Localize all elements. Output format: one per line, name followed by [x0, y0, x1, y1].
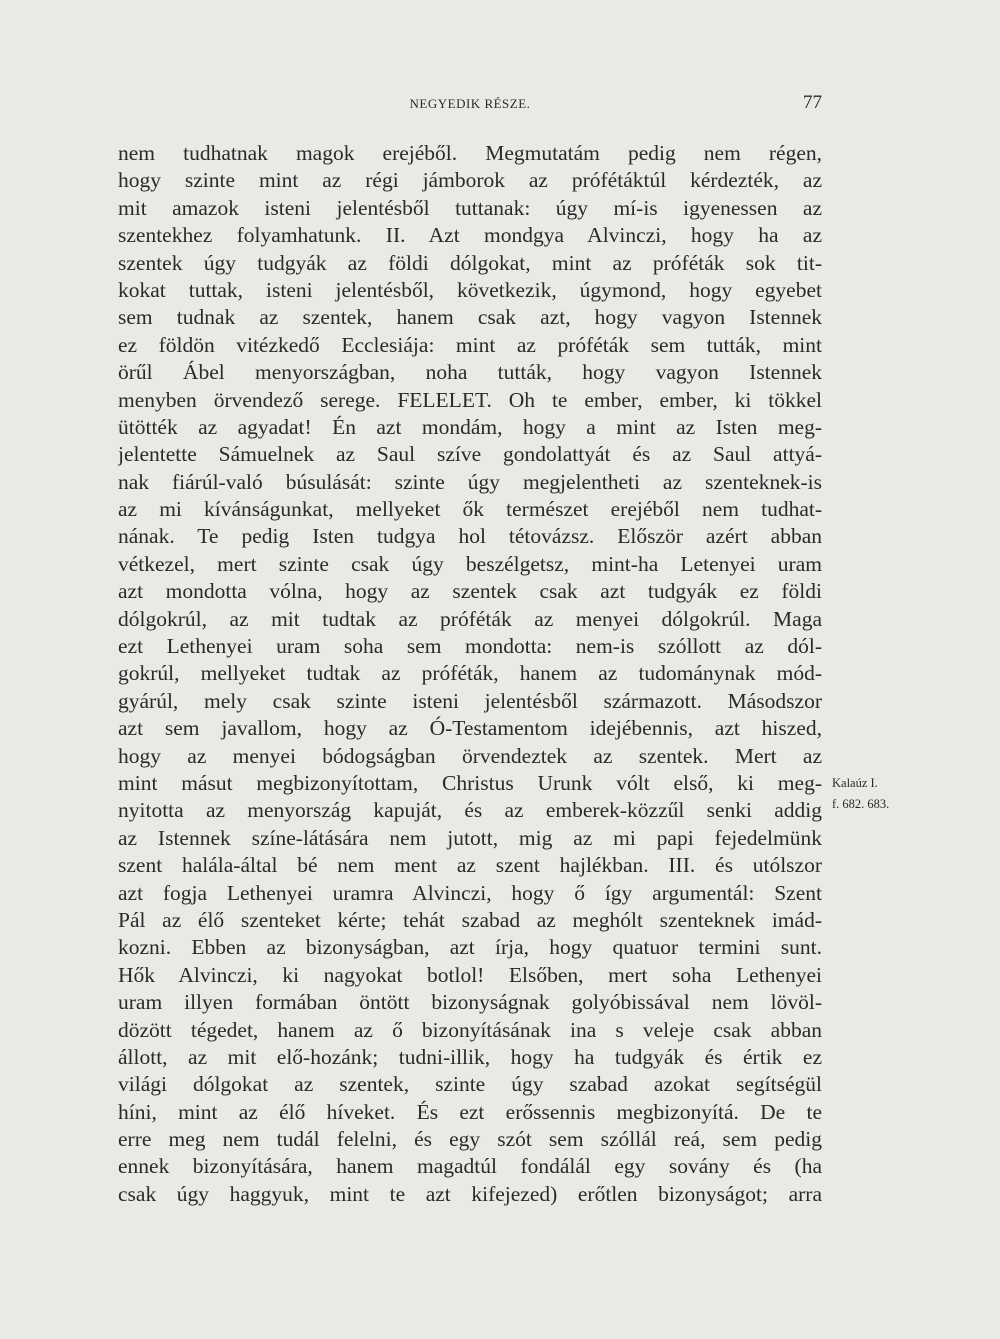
page-number: 77 — [803, 92, 822, 113]
text-line: menyben örvendező serege. FELELET. Oh te ember, ember, ki tökkel — [118, 387, 822, 412]
text-line: csak úgy haggyuk, mint te azt kifejezed) erőtlen bizonyságot; arra — [118, 1181, 822, 1206]
text-line: Pál az élő szenteket kérte; tehát szabad az meghólt szenteknek imád- — [118, 907, 822, 932]
margin-note-line: Kalaúz I. — [832, 776, 878, 790]
text-line: nyitotta az menyország kapuját, és az emberek-közzűl senki addig — [118, 798, 822, 823]
text-line: az mi kívánságunkat, mellyeket ők természet erejéből nem tudhat- — [118, 497, 822, 522]
text-line: hogy az menyei bódogságban örvendeztek az szentek. Mert az — [118, 743, 822, 768]
text-line: kokat tuttak, isteni jelentésből, következik, úgymond, hogy egyebet — [118, 277, 822, 302]
running-head: NEGYEDIK RÉSZE. — [409, 96, 531, 111]
text-line: az Istennek színe-látására nem jutott, mig az mi papi fejedelmünk — [118, 825, 822, 850]
text-line: állott, az mit elő-hozánk; tudni-illik, hogy ha tudgyák és értik ez — [118, 1044, 822, 1069]
text-line: uram illyen formában öntött bizonyságnak golyóbissával nem lövöl- — [118, 990, 822, 1015]
text-line: ezt Lethenyei uram soha sem mondotta: nem-is szóllott az dól- — [118, 634, 822, 659]
text-line: sem tudnak az szentek, hanem csak azt, hogy vagyon Istennek — [118, 305, 822, 330]
body-text — [118, 140, 822, 1208]
text-line: örűl Ábel menyországban, noha tutták, hogy vagyon Istennek — [118, 360, 822, 385]
text-line: ez földön vitézkedő Ecclesiája: mint az próféták sem tutták, mint — [118, 332, 822, 357]
text-line: mit amazok isteni jelentésből tuttanak: úgy mí-is igyenessen az — [118, 195, 822, 220]
text-line: Hők Alvinczi, ki nagyokat botlol! Elsőben, mert soha Lethenyei — [118, 962, 822, 987]
text-line: szent halála-által bé nem ment az szent hajlékban. III. és utólszor — [118, 853, 822, 878]
text-line: szentekhez folyamhatunk. II. Azt mondgya Alvinczi, hogy ha az — [118, 223, 822, 248]
text-line: mint másut megbizonyítottam, Christus Urunk vólt első, ki meg- — [118, 770, 822, 795]
text-line: gyárúl, mely csak szinte isteni jelentésből származott. Másodszor — [118, 688, 822, 713]
text-line: dözött tégedet, hanem az ő bizonyításának ina s veleje csak abban — [118, 1017, 822, 1042]
text-line: vétkezel, mert szinte csak úgy beszélgetsz, mint-ha Letenyei uram — [118, 551, 822, 576]
text-line: nának. Te pedig Isten tudgya hol tétovázsz. Először azért abban — [118, 524, 822, 549]
margin-note-line: f. 682. 683. — [832, 797, 890, 811]
text-line: jelentette Sámuelnek az Saul szíve gondolattyát és az Saul attyá- — [118, 442, 822, 467]
text-line: világi dólgokat az szentek, szinte úgy szabad azokat segítségül — [118, 1072, 822, 1097]
text-line: nem tudhatnak magok erejéből. Megmutatám pedig nem régen, — [118, 141, 822, 165]
margin-note — [832, 773, 942, 815]
text-line: híni, mint az élő híveket. És ezt erőssennis megbizonyítá. De te — [118, 1099, 822, 1124]
page-header — [118, 92, 822, 118]
text-line: azt sem javallom, hogy az Ó-Testamentom idejébennis, azt hiszed, — [118, 716, 822, 741]
text-line: szentek úgy tudgyák az földi dólgokat, mint az próféták sok tit- — [118, 250, 822, 275]
text-line: erre meg nem tudál felelni, és egy szót sem szóllál reá, sem pedig — [118, 1127, 822, 1152]
text-line: kozni. Ebben az bizonyságban, azt írja, hogy quatuor termini sunt. — [118, 935, 822, 960]
text-line: hogy szinte mint az régi jámborok az prófétáktúl kérdezték, az — [118, 168, 822, 193]
text-line: nak fiárúl-való búsulását: szinte úgy megjelentheti az szenteknek-is — [118, 469, 822, 494]
text-line: ennek bizonyítására, hanem magadtúl fondálál egy sovány és (ha — [118, 1154, 822, 1179]
text-line: dólgokrúl, az mit tudtak az próféták az menyei dólgokrúl. Maga — [118, 606, 822, 631]
text-line: ütötték az agyadat! Én azt mondám, hogy a mint az Isten meg- — [118, 414, 822, 439]
text-line: azt mondotta vólna, hogy az szentek csak azt tudgyák ez földi — [118, 579, 822, 604]
text-line: gokrúl, mellyeket tudtak az próféták, hanem az tudománynak mód- — [118, 661, 822, 686]
text-line: azt fogja Lethenyei uramra Alvinczi, hogy ő így argumentál: Szent — [118, 880, 822, 905]
